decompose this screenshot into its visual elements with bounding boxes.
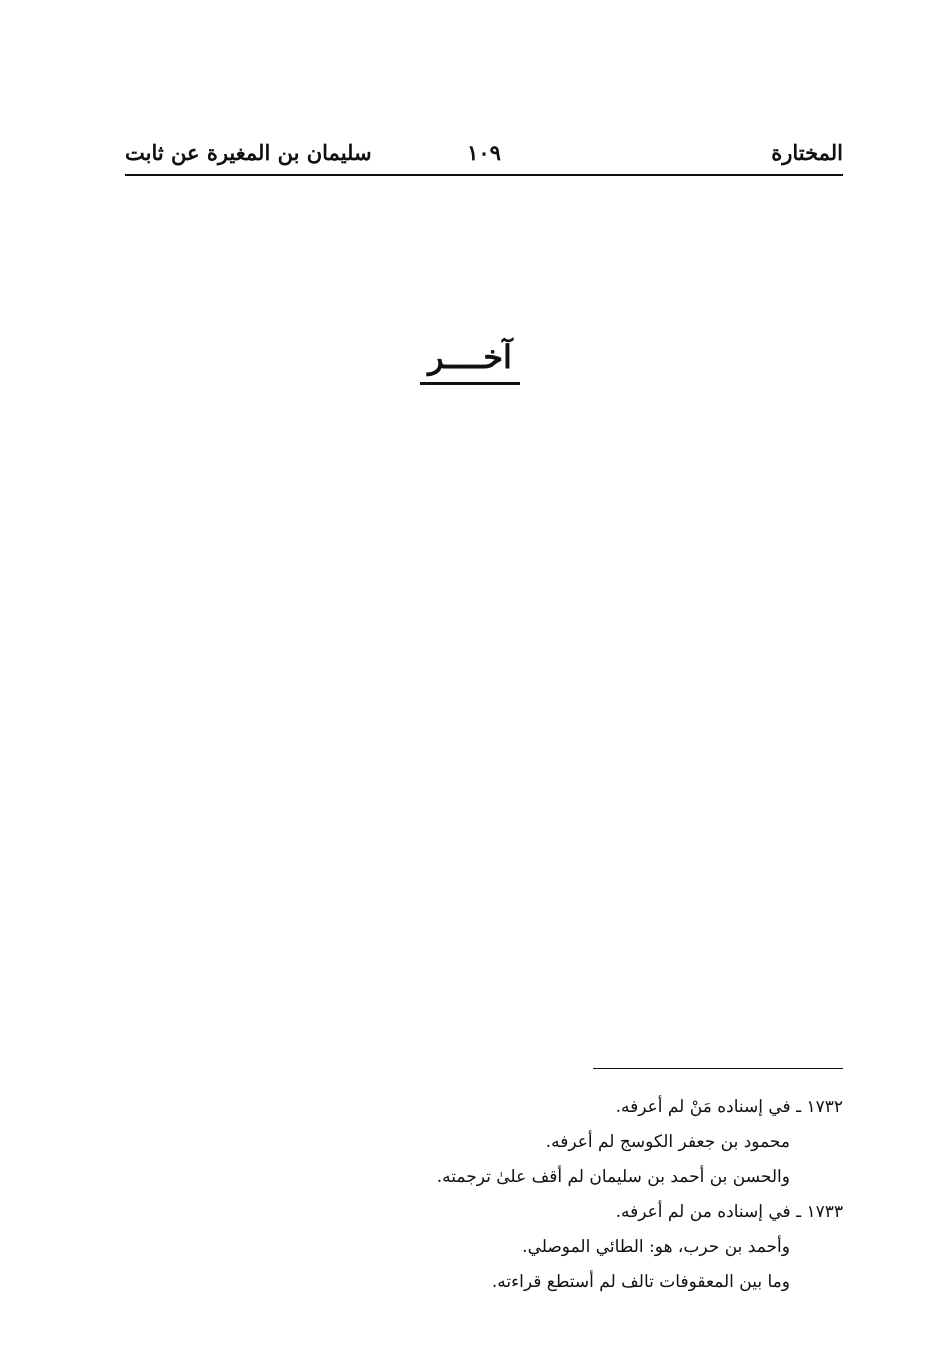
page-number: ١٠٩	[467, 140, 501, 165]
header-rule	[125, 174, 843, 176]
footnote-line: ١٧٣٢ ـ في إسناده مَنْ لم أعرفه.	[615, 1097, 843, 1117]
footnote-line: وأحمد بن حرب، هو: الطائي الموصلي.	[522, 1237, 790, 1257]
running-header	[125, 140, 843, 176]
footnote-line: والحسن بن أحمد بن سليمان لم أقف علىٰ ترجمته.	[436, 1167, 790, 1187]
footnote-line: ١٧٣٣ ـ في إسناده من لم أعرفه.	[615, 1202, 843, 1222]
footnote-line: وما بين المعقوفات تالف لم أستطع قراءته.	[491, 1272, 790, 1292]
header-book-title: المختارة	[771, 140, 843, 165]
header-chapter-title: سليمان بن المغيرة عن ثابت	[125, 140, 372, 165]
section-heading-text: آخــــر	[420, 338, 520, 385]
footnote-line: محمود بن جعفر الكوسج لم أعرفه.	[545, 1132, 790, 1152]
footnote-rule	[593, 1068, 843, 1069]
section-heading	[0, 338, 940, 385]
